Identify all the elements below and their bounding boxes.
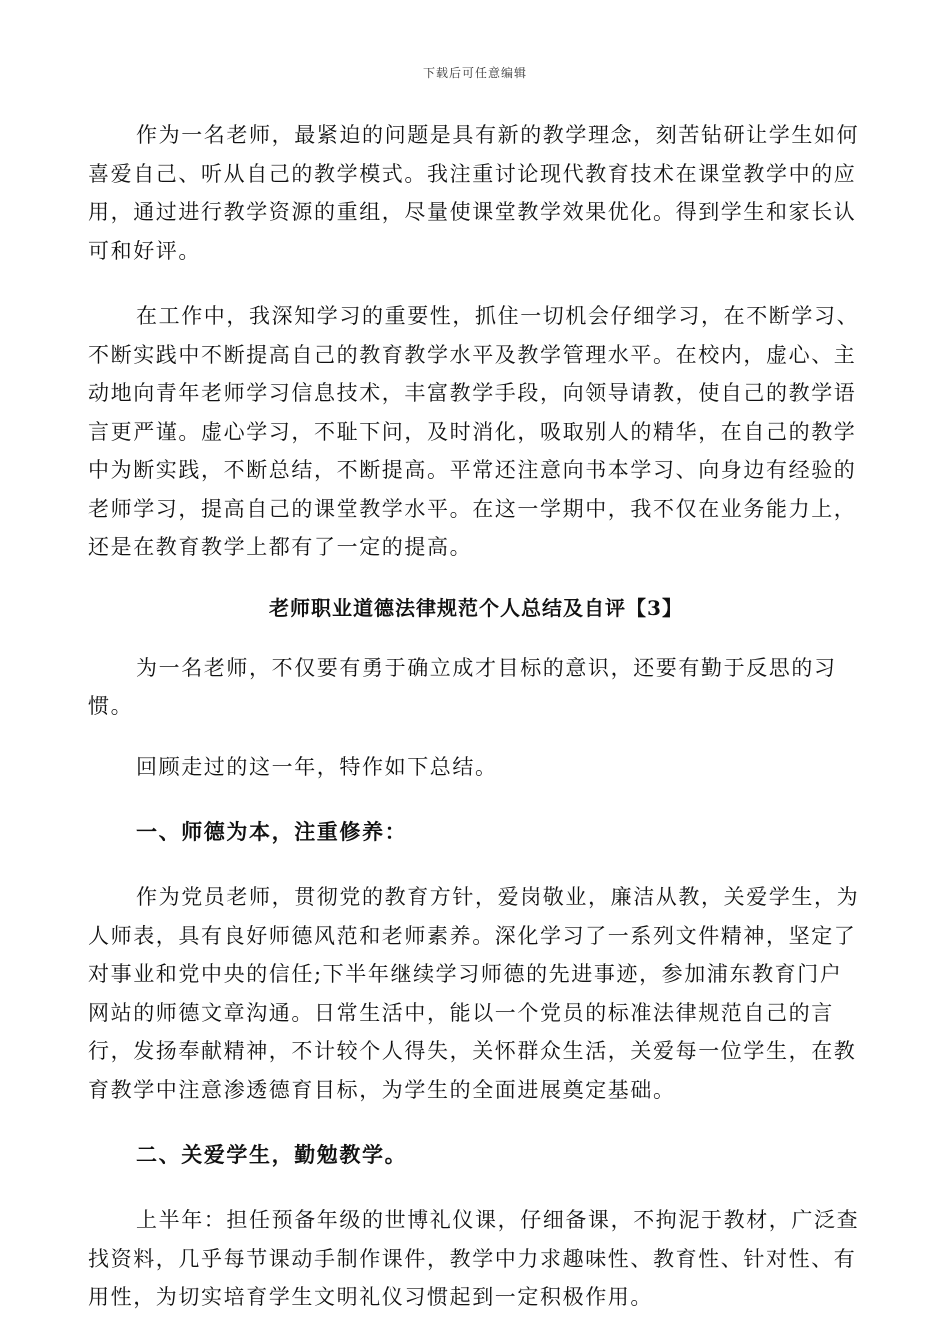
paragraph-ethics: 作为党员老师，贯彻党的教育方针，爱岗敬业，廉洁从教，关爱学生，为人师表，具有良好师德风范和老师素养。深化学习了一系列文件精神，坚定了对事业和党中央的信任;下半年继续学习师德的先进事迹，参加浦东教育门户网站的师德文章沟通。日常生活中，能以一个党员的标准法律规范自己的言行，发扬奉献精神，不计较个人得失，关怀群众生活，关爱每一位学生，在教育教学中注意渗透德育目标，为学生的全面进展奠定基础。 — [88, 885, 860, 1102]
heading-ethics: 一、师德为本，注重修养： — [136, 819, 408, 844]
paragraph-teaching-philosophy: 作为一名老师，最紧迫的问题是具有新的教学理念，刻苦钻研让学生如何喜爱自己、听从自己的教学模式。我注重讨论现代教育技术在课堂教学中的应用，通过进行教学资源的重组，尽量使课堂教学效果优化。得到学生和家长认可和好评。 — [88, 123, 860, 263]
paragraph-continuous-learning: 在工作中，我深知学习的重要性，抓住一切机会仔细学习，在不断学习、不断实践中不断提高自己的教育教学水平及教学管理水平。在校内，虚心、主动地向青年老师学习信息技术，丰富教学手段，向领导请教，使自己的教学语言更严谨。虚心学习，不耻下问，及时消化，吸取别人的精华，在自己的教学中为断实践，不断总结，不断提高。平常还注意向书本学习、向身边有经验的老师学习，提高自己的课堂教学水平。在这一学期中，我不仅在业务能力上，还是在教育教学上都有了一定的提高。 — [88, 304, 860, 559]
paragraph-spacer — [88, 627, 864, 649]
paragraph-spacer — [88, 567, 864, 589]
section-title: 老师职业道德法律规范个人总结及自评【3】 — [269, 595, 683, 620]
paragraph-review: 回顾走过的这一年，特作如下总结。 — [136, 754, 498, 779]
paragraph-spacer — [88, 1174, 864, 1201]
paragraph-first-half-year: 上半年：担任预备年级的世博礼仪课，仔细备课，不拘泥于教材，广泛查找资料，几乎每节课动手制作课件，教学中力求趣味性、教育性、针对性、有用性，为切实培育学生文明礼仪习惯起到一定积极作用。 — [88, 1208, 860, 1309]
paragraph-spacer — [88, 851, 864, 878]
page-header-note: 下载后可任意编辑 — [422, 66, 527, 80]
paragraph-intro: 为一名老师，不仅要有勇于确立成才目标的意识，还要有勤于反思的习惯。 — [88, 655, 837, 718]
paragraph-spacer — [88, 270, 864, 297]
paragraph-spacer — [88, 1109, 864, 1136]
paragraph-spacer — [88, 726, 864, 748]
heading-care-students: 二、关爱学生，勤勉教学。 — [136, 1142, 408, 1167]
document-body — [88, 116, 864, 1317]
paragraph-spacer — [88, 786, 864, 813]
